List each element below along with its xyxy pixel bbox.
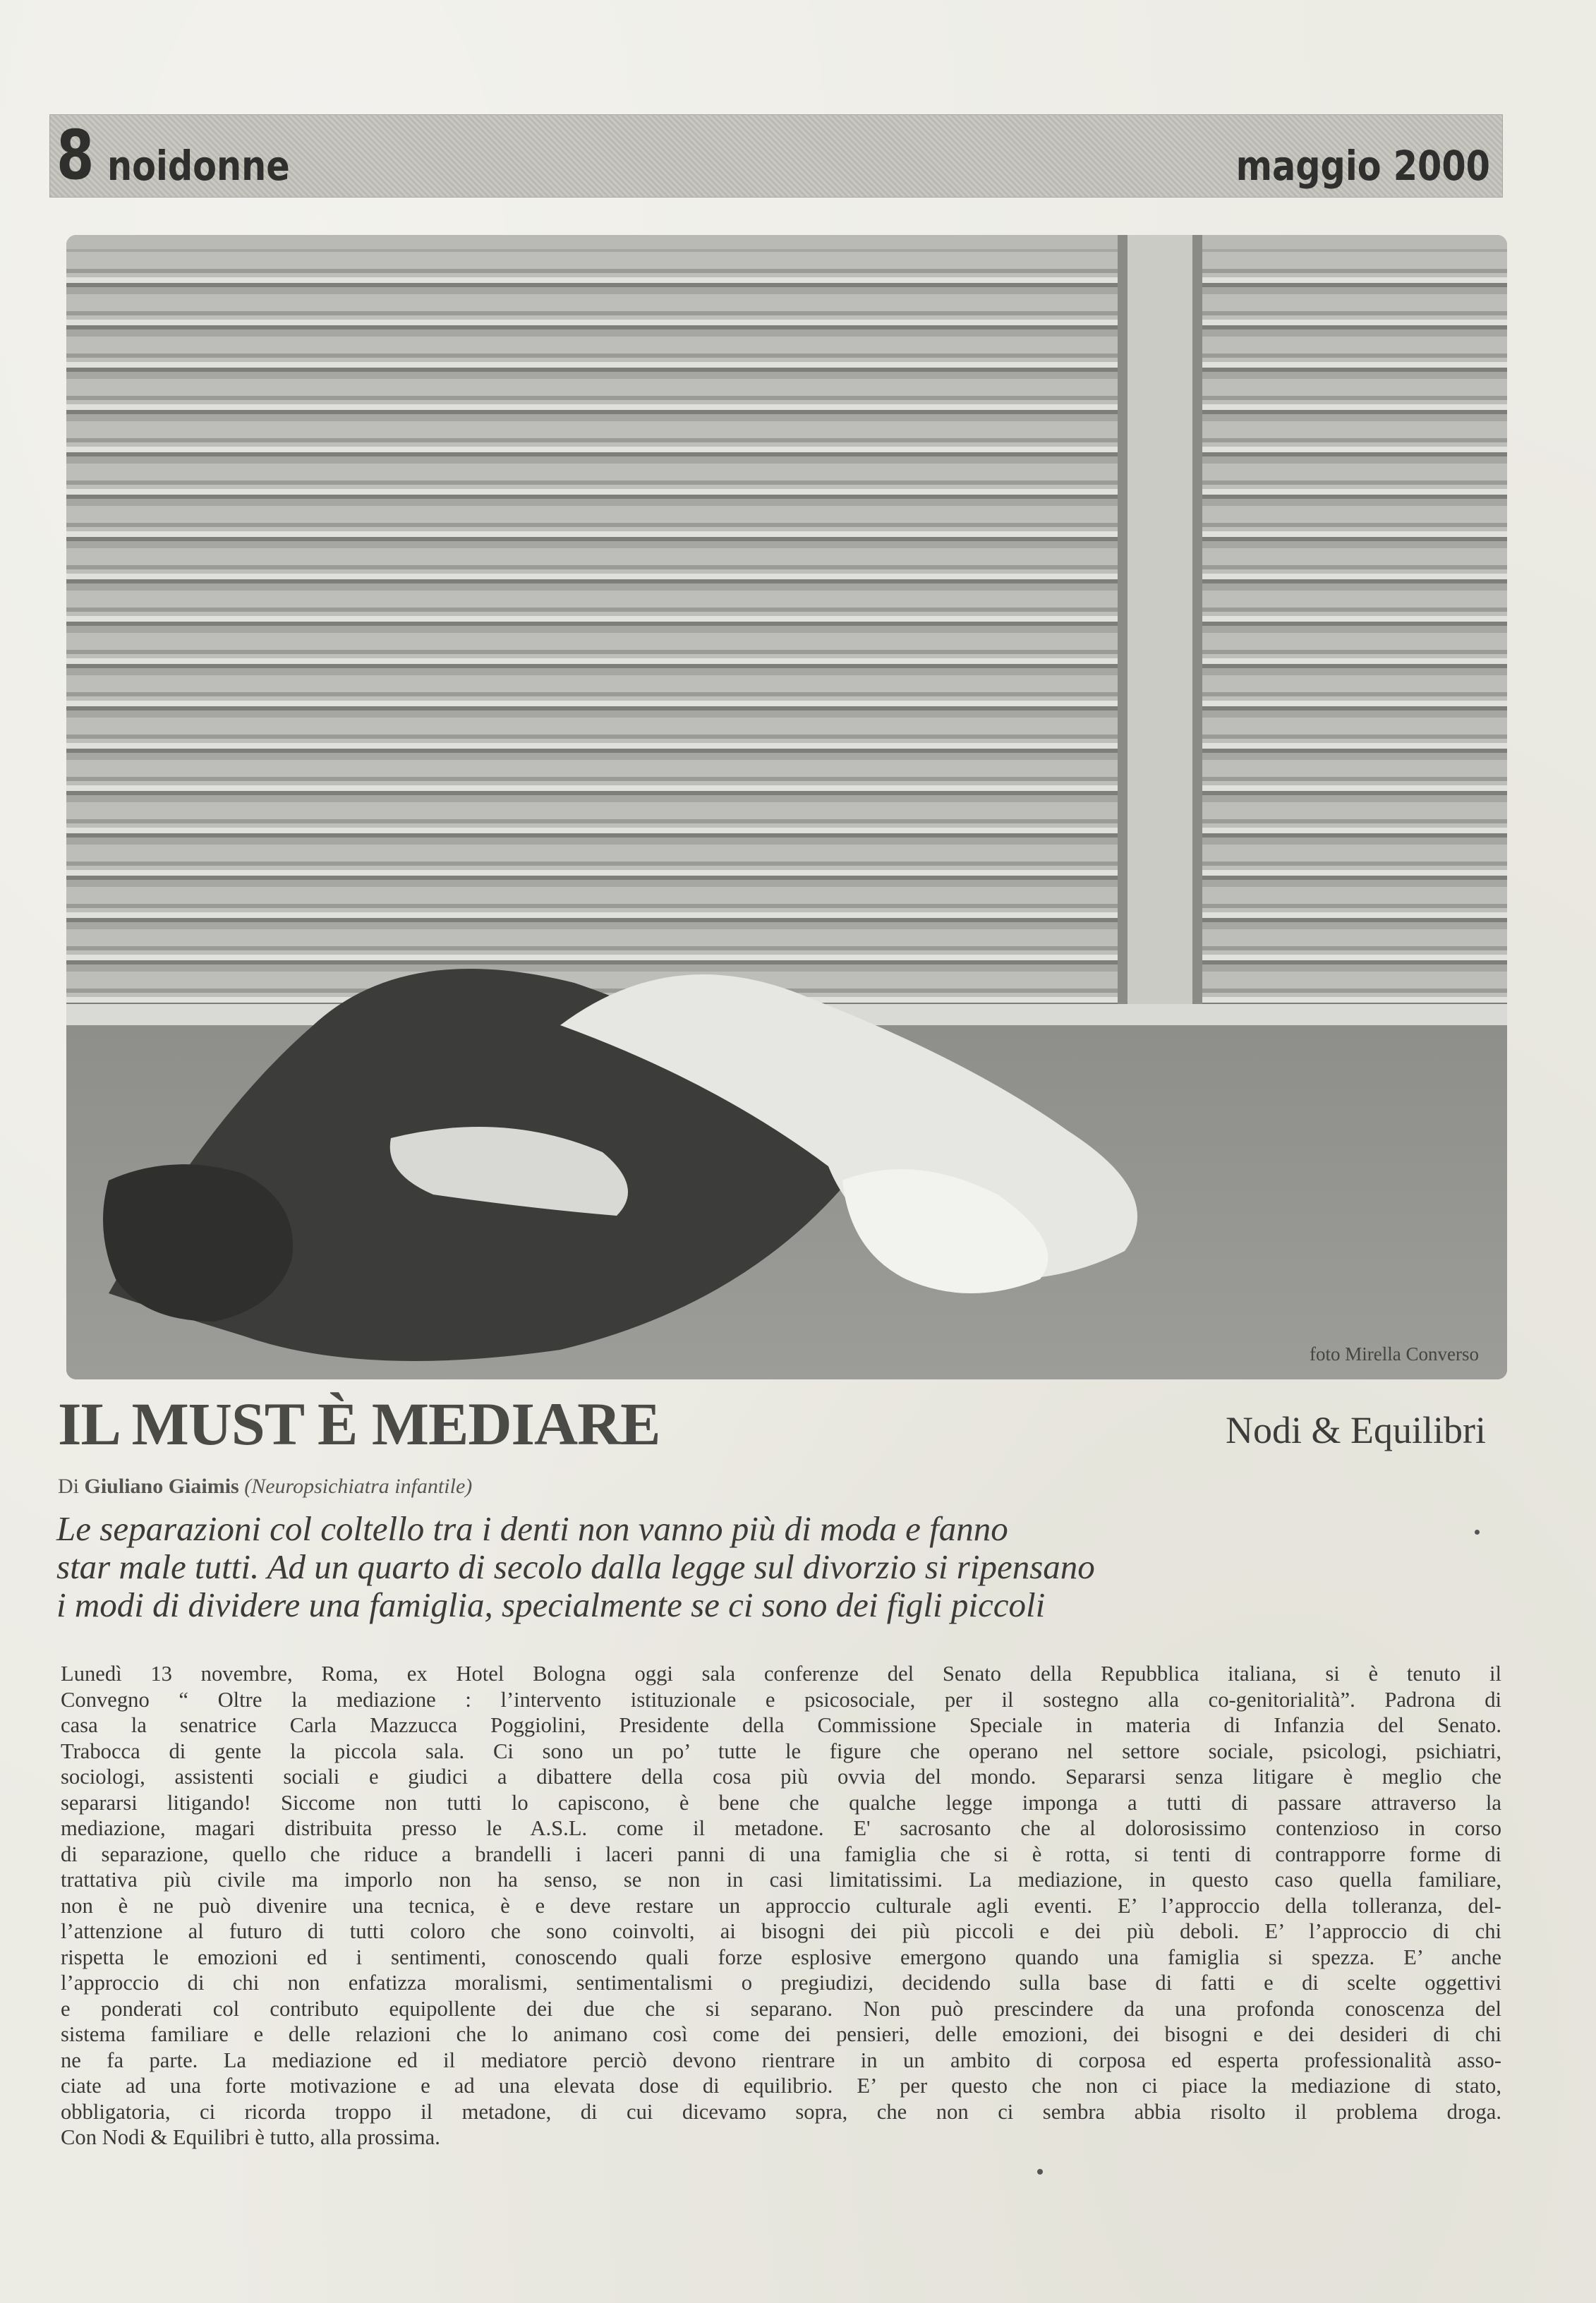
lead-line: Le separazioni col coltello tra i denti non vanno più di moda e fanno	[56, 1509, 1008, 1548]
article-photo	[66, 235, 1507, 1379]
magazine-name: noidonne	[107, 142, 290, 190]
body-line: trattativa più civile ma imporlo non ha senso, se non in casi limitatissimi. La mediazione, in questo caso quella familiare,	[61, 1868, 1501, 1892]
body-line: l’attenzione al futuro di tutti coloro che sono coinvolti, ai bisogni dei più piccoli e dei più deboli. E’ l’approccio di chi	[61, 1919, 1501, 1943]
body-line: Trabocca di gente la piccola sala. Ci sono un po’ tutte le figure che operano nel settore sociale, psicologi, psichiatri,	[61, 1739, 1501, 1763]
author-name: Giuliano Giaimis	[84, 1475, 239, 1498]
author-role: (Neuropsichiatra infantile)	[244, 1475, 473, 1498]
body-line: obbligatoria, ci ricorda troppo il metadone, di cui dicevamo sopra, che non ci sembra abbia risolto il problema droga.	[61, 2099, 1501, 2124]
body-line: ne fa parte. La mediazione ed il mediatore perciò devono rientrare in un ambito di corposa ed esperta professionalità asso-	[61, 2048, 1501, 2072]
article-body	[61, 1661, 1501, 2151]
body-line: sistema familiare e delle relazioni che lo animano così come dei pensieri, delle emozioni, dei bisogni e dei desideri di chi	[61, 2022, 1501, 2046]
article-title: IL MUST È MEDIARE	[58, 1390, 660, 1458]
body-line: l’approccio di chi non enfatizza moralismi, sentimentalismi o pregiudizi, decidendo sulla base di fatti e di scelte oggettivi	[61, 1971, 1501, 1995]
body-line: rispetta le emozioni ed i sentimenti, conoscendo quali forze esplosive emergono quando una famiglia si spezza. E’ anche	[61, 1945, 1501, 1969]
body-line: non è ne può divenire una tecnica, è e deve restare un approccio culturale agli eventi. E’ l’approccio della tolleranza, del-	[61, 1893, 1501, 1918]
photo-credit: foto Mirella Converso	[1310, 1343, 1479, 1365]
body-line: Con Nodi & Equilibri è tutto, alla prossima.	[61, 2125, 440, 2149]
lead-line: star male tutti. Ad un quarto di secolo dalla legge sul divorzio si ripensano	[56, 1547, 1095, 1586]
article-lead	[56, 1510, 1468, 1624]
print-speck	[1037, 2169, 1043, 2175]
body-line: e ponderati col contributo equipollente dei due che si separano. Non può prescindere da una profonda conoscenza del	[61, 1996, 1501, 2021]
lead-line: i modi di dividere una famiglia, specialmente se ci sono dei figli piccoli	[56, 1585, 1046, 1624]
issue-date: maggio 2000	[1235, 142, 1490, 190]
byline	[58, 1473, 472, 1501]
column-name: Nodi & Equilibri	[1226, 1409, 1486, 1451]
body-line: Lunedì 13 novembre, Roma, ex Hotel Bologna oggi sala conferenze del Senato della Repubblica italiana, si è tenuto il	[61, 1662, 1501, 1686]
body-line: ciate ad una forte motivazione e ad una elevata dose di equilibrio. E’ per questo che non ci piace la mediazione di stato,	[61, 2074, 1501, 2098]
body-line: mediazione, magari distribuita presso le A.S.L. come il metadone. E' sacrosanto che al dolorosissimo contenzioso in corso	[61, 1816, 1501, 1840]
body-line: Convegno “ Oltre la mediazione : l’intervento istituzionale e psicosociale, per il sostegno alla co-genitorialità”. Padrona di	[61, 1687, 1501, 1712]
byline-prefix: Di	[58, 1475, 79, 1498]
body-line: separarsi litigando! Siccome non tutti lo capiscono, è bene che qualche legge imponga a tutti di passare attraverso la	[61, 1790, 1501, 1815]
print-speck	[1475, 1530, 1480, 1535]
photo-illustration	[66, 235, 1507, 1379]
body-line: di separazione, quello che riduce a brandelli i laceri panni di una famiglia che si è rotta, si tenti di contrapporre forme di	[61, 1842, 1501, 1866]
body-line: sociologi, assistenti sociali e giudici a dibattere della cosa più ovvia del mondo. Separarsi senza litigare è meglio che	[61, 1765, 1501, 1789]
page-number: 8	[56, 116, 95, 195]
body-line: casa la senatrice Carla Mazzucca Poggiolini, Presidente della Commissione Speciale in materia di Infanzia del Senato.	[61, 1713, 1501, 1737]
